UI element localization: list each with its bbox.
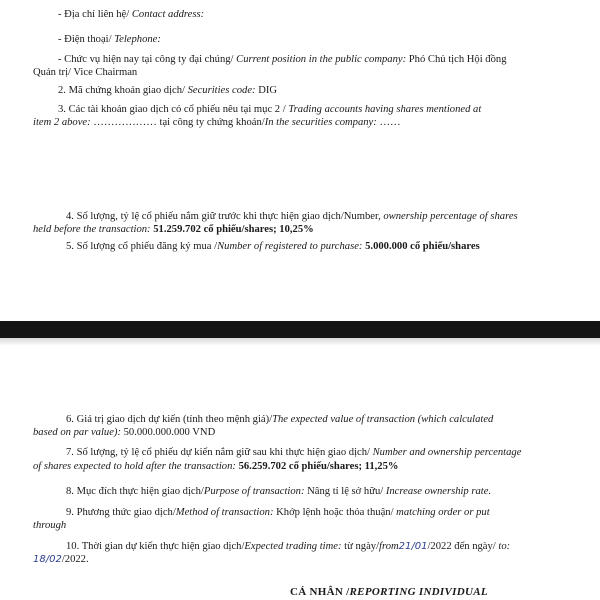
method-value-vi: Khớp lệnh hoặc thỏa thuận/ <box>273 507 397 518</box>
telephone-line <box>58 33 161 46</box>
heading-vi: CÁ NHÂN / <box>290 586 350 598</box>
method-line-2 <box>33 519 66 532</box>
label-vi: - Địa chỉ liên hệ/ <box>58 9 132 20</box>
label-to-vi: đến ngày/ <box>451 541 499 552</box>
purpose-value-en: Increase ownership rate. <box>385 486 492 497</box>
label-en: Telephone: <box>114 34 161 45</box>
handwritten-from-date: 21/01 <box>398 541 428 552</box>
position-value: Phó Chủ tịch Hội đồng <box>406 54 507 65</box>
label-en: In the securities company: <box>264 117 377 128</box>
purpose-value-vi: Nâng tỉ lệ sở hữu/ <box>304 486 386 497</box>
trading-time-line-2 <box>33 553 89 566</box>
heading-en: REPORTING INDIVIDUAL <box>349 586 488 598</box>
registered-purchase-value: 5.000.000 cổ phiếu/shares <box>362 241 480 252</box>
contact-address-line <box>58 8 204 21</box>
accounts-line-2 <box>33 116 401 129</box>
reporting-individual-heading <box>290 586 488 598</box>
label-vi: 7. Số lượng, tỷ lệ cổ phiếu dự kiến nắm giữ sau khi thực hiện giao dịch/ <box>66 447 373 458</box>
method-value-en: matching order or put <box>396 507 490 518</box>
label-en: Method of transaction: <box>175 507 274 518</box>
securities-code-line <box>58 84 277 97</box>
label-en: ownership percentage of shares <box>383 211 518 222</box>
shares-after-value: 56.259.702 cổ phiếu/shares; 11,25% <box>235 461 399 472</box>
label-vi: 10. Thời gian dự kiến thực hiện giao dịch/ <box>66 541 245 552</box>
label-en: Expected trading time: <box>244 541 342 552</box>
registered-purchase-line <box>66 240 480 253</box>
label-en: Number and ownership percentage <box>372 447 522 458</box>
blank-dots: …… <box>376 117 401 128</box>
label-en: Number of registered to purchase: <box>217 241 363 252</box>
label-en: Securities code: <box>187 85 256 96</box>
handwritten-to-date: 18/02 <box>33 554 62 565</box>
label-vi: 5. Số lượng cổ phiếu đăng ký mua / <box>66 241 218 252</box>
label-en: Contact address: <box>131 9 205 20</box>
transaction-value-line-1 <box>66 413 493 426</box>
label-vi: 2. Mã chứng khoán giao dịch/ <box>58 85 188 96</box>
position-line-2 <box>33 66 137 79</box>
position-line-1 <box>58 53 507 66</box>
label-en: Purpose of transaction: <box>203 486 305 497</box>
shares-after-line-2 <box>33 460 398 473</box>
label-vi: 6. Giá trị giao dịch dự kiến (tính theo mệnh giá)/ <box>66 414 273 425</box>
blank-dots: ……………… <box>90 117 160 128</box>
securities-code-value: DIG <box>255 85 278 96</box>
transaction-value-amount: 50.000.000.000 VND <box>120 427 216 438</box>
label-vi: 4. Số lượng, tỷ lệ cổ phiếu nắm giữ trước khi thực hiện giao dịch/Number, <box>66 211 384 222</box>
label-vi: - Chức vụ hiện nay tại công ty đại chúng/ <box>58 54 237 65</box>
label-to-en: to: <box>498 541 511 552</box>
label-vi: tại công ty chứng khoán/ <box>159 117 265 128</box>
label-en: Trading accounts having shares mentioned at <box>288 104 482 115</box>
shares-after-line-1 <box>66 446 521 459</box>
label-en: The expected value of transaction (which calculated <box>272 414 494 425</box>
label-en: held before the transaction: <box>33 224 151 235</box>
label-en: of shares expected to hold after the transaction: <box>33 461 236 472</box>
label-en: Current position in the public company: <box>236 54 407 65</box>
label-vi: 8. Mục đích thực hiện giao dịch/ <box>66 486 204 497</box>
label-vi: - Điện thoại/ <box>58 34 115 45</box>
label-en: item 2 above: <box>33 117 91 128</box>
label-from-vi: từ ngày/ <box>341 541 380 552</box>
page-shadow <box>0 338 600 346</box>
purpose-line <box>66 485 491 498</box>
label-from-en: from <box>379 541 399 552</box>
shares-before-value: 51.259.702 cổ phiếu/shares; 10,25% <box>150 224 314 235</box>
method-value-en-cont: through <box>33 520 67 531</box>
method-line-1 <box>66 506 490 519</box>
shares-before-line-1 <box>66 210 518 223</box>
label-vi: 3. Các tài khoản giao dịch có cổ phiếu nêu tại mục 2 / <box>58 104 289 115</box>
label-vi: 9. Phương thức giao dịch/ <box>66 507 176 518</box>
page-break-bar <box>0 321 600 338</box>
to-year: /2022. <box>61 554 89 565</box>
label-en: based on par value): <box>33 427 121 438</box>
position-value-cont: Quản trị/ Vice Chairman <box>33 67 138 78</box>
transaction-value-line-2 <box>33 426 215 439</box>
shares-before-line-2 <box>33 223 314 236</box>
accounts-line-1 <box>58 103 481 116</box>
from-year: /2022 <box>427 541 452 552</box>
trading-time-line-1 <box>66 540 510 553</box>
